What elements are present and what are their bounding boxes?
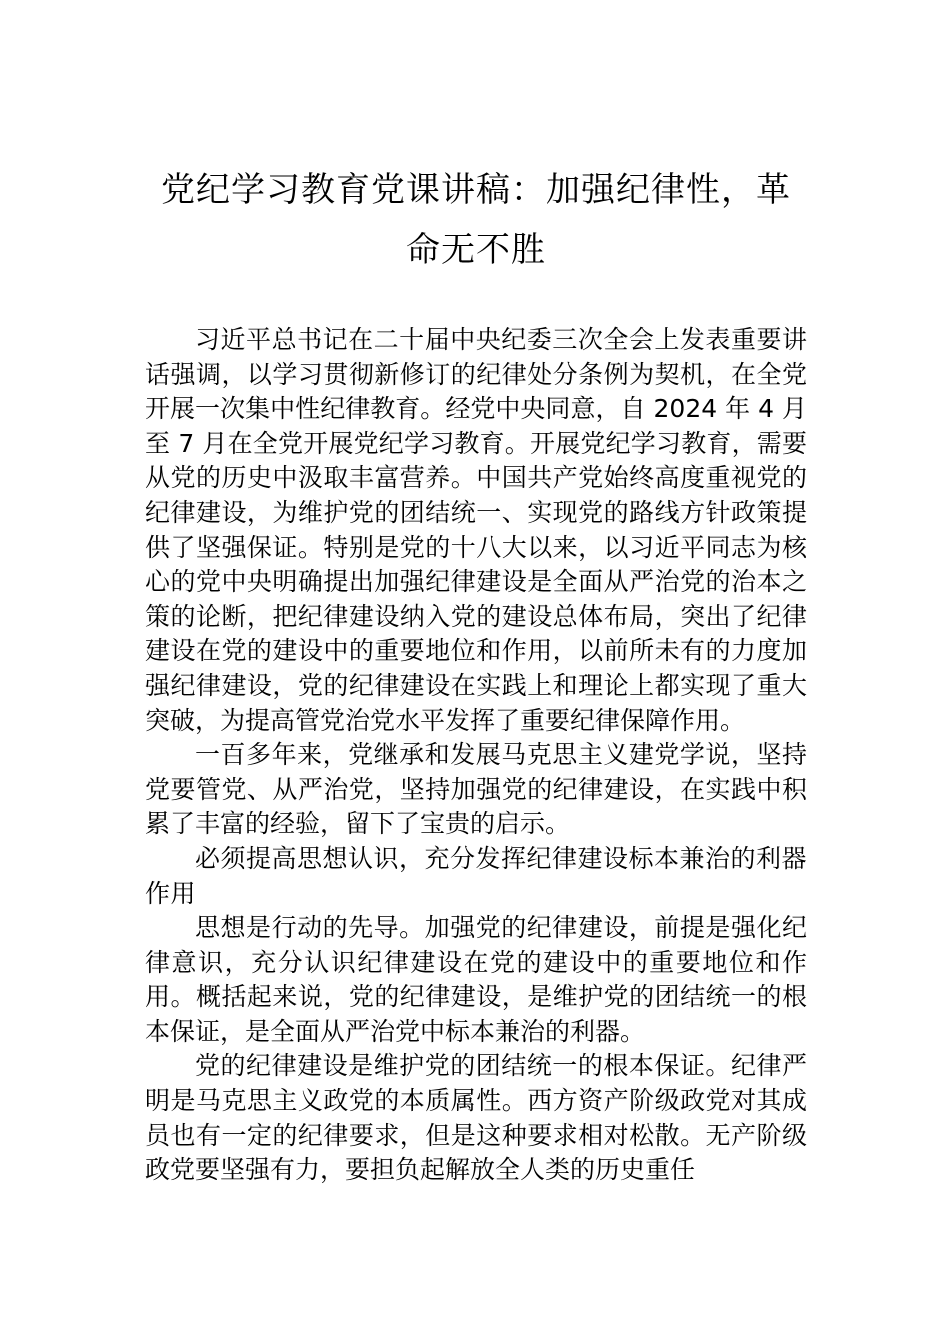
paragraph-thought: 思想是行动的先导。加强党的纪律建设，前提是强化纪律意识，充分认识纪律建设在党的建设中的重要地位和作用。概括起来说，党的纪律建设，是维护党的团结统一的根本保证，是全面从严治党中标本兼治的利器。 [145,913,807,1046]
section-heading: 必须提高思想认识，充分发挥纪律建设标本兼治的利器作用 [145,843,808,908]
paragraph-history: 一百多年来，党继承和发展马克思主义建党学说，坚持党要管党、从严治党，坚持加强党的纪律建设，在实践中积累了丰富的经验，留下了宝贵的启示。 [145,740,807,839]
document-body [145,323,807,1188]
paragraph-intro: 习近平总书记在二十届中央纪委三次全会上发表重要讲话强调，以学习贯彻新修订的纪律处分条例为契机，在全党开展一次集中性纪律教育。经党中央同意，自 2024 年 4 月至 7 月在全党开展党纪学习教育。开展党纪学习教育，需要从党的历史中汲取丰富营养。中国共产党始终高度重视党的纪律建设，为维护党的团结统一、实现党的路线方针政策提供了坚强保证。特别是党的十八大以来，以习近平同志为核心的党中央明确提出加强纪律建设是全面从严治党的治本之策的论断，把纪律建设纳入党的建设总体布局，突出了纪律建设在党的建设中的重要地位和作用，以前所未有的力度加强纪律建设，党的纪律建设在实践上和理论上都实现了重大突破，为提高管党治党水平发挥了重要纪律保障作用。 [145,325,807,735]
paragraph-discipline: 党的纪律建设是维护党的团结统一的根本保证。纪律严明是马克思主义政党的本质属性。西方资产阶级政党对其成员也有一定的纪律要求，但是这种要求相对松散。无产阶级政党要坚强有力，要担负起解放全人类的历史重任 [145,1051,807,1185]
document-title: 党纪学习教育党课讲稿：加强纪律性，革命无不胜 [161,170,791,270]
